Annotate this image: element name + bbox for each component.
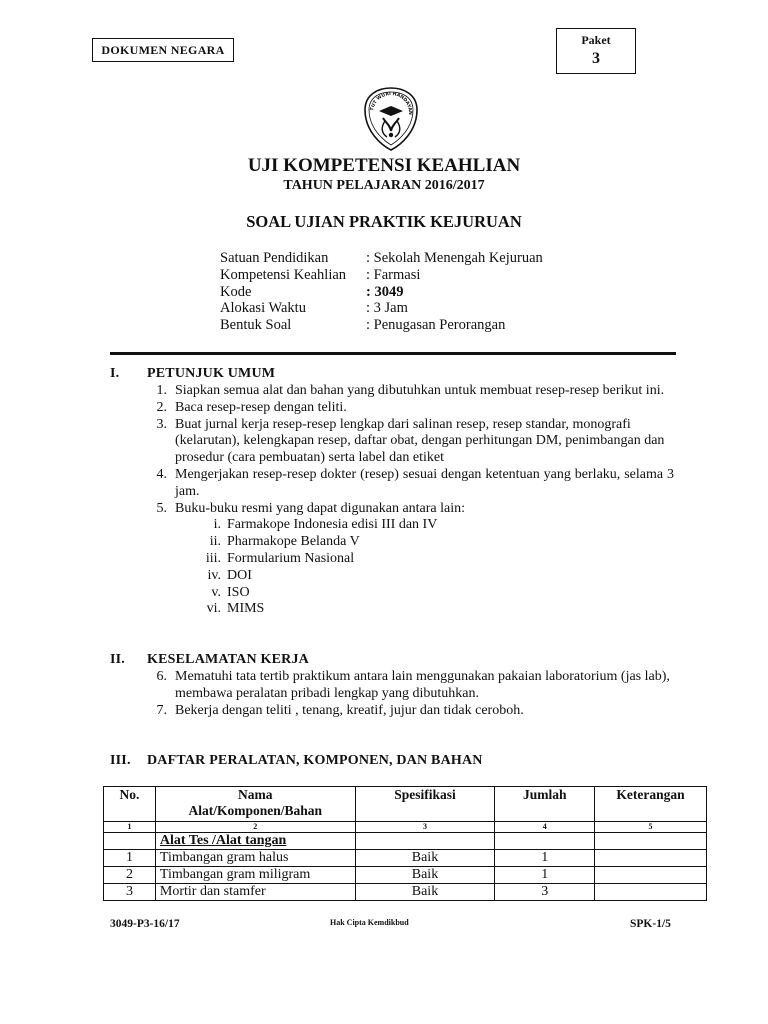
- header-name: [155, 787, 355, 822]
- book-item: [147, 601, 674, 618]
- table-row: [104, 867, 707, 884]
- divider: [110, 352, 676, 355]
- info-value: : Farmasi: [366, 266, 421, 283]
- list-item: [147, 501, 674, 518]
- book-item: [147, 534, 674, 551]
- section-number: I.: [110, 366, 120, 381]
- info-value-code: : 3049: [366, 283, 404, 300]
- column-number-row: [104, 822, 707, 833]
- header-name-line2: Alat/Komponen/Bahan: [188, 803, 323, 818]
- document-label: DOKUMEN NEGARA: [92, 38, 234, 62]
- info-row: [220, 300, 543, 317]
- item-number: 3.: [156, 416, 167, 432]
- section-heading: [110, 366, 410, 384]
- row-note: [595, 867, 707, 884]
- footer-copyright: Hak Cipta Kemdikbud: [330, 918, 409, 927]
- col-number: 5: [595, 822, 707, 833]
- list-item: [147, 467, 674, 501]
- equipment-table: [103, 786, 707, 901]
- item-number: 6.: [156, 669, 167, 684]
- info-key: Satuan Pendidikan: [220, 250, 329, 266]
- info-value: : 3 Jam: [366, 300, 408, 317]
- footer-page: SPK-1/5: [630, 918, 671, 930]
- exam-info: [220, 250, 543, 334]
- main-title: UJI KOMPETENSI KEAHLIAN: [247, 155, 521, 176]
- book-title: Farmakope Indonesia edisi III dan IV: [227, 517, 438, 533]
- col-number: 1: [104, 822, 156, 833]
- book-title: Formularium Nasional: [227, 550, 355, 566]
- row-name: Timbangan gram halus: [155, 850, 355, 867]
- info-key: Bentuk Soal: [220, 317, 292, 334]
- paket-number: 3: [592, 50, 600, 67]
- item-text: Bekerja dengan teliti , tenang, kreatif, jujur dan tidak ceroboh.: [175, 702, 524, 718]
- book-number: vi.: [206, 601, 221, 617]
- section-number: II.: [110, 652, 125, 667]
- row-name: Mortir dan stamfer: [155, 884, 355, 901]
- tut-wuri-handayani-logo: [357, 85, 425, 153]
- row-qty: 3: [495, 884, 595, 901]
- section-title: KESELAMATAN KERJA: [147, 652, 309, 667]
- row-no: 1: [104, 850, 156, 867]
- book-item: [147, 517, 674, 534]
- book-title: DOI: [227, 567, 252, 583]
- header-qty: Jumlah: [495, 787, 595, 822]
- list-item: [147, 417, 674, 467]
- row-spec: Baik: [355, 850, 495, 867]
- book-number: iv.: [207, 567, 221, 583]
- paket-label: Paket: [581, 33, 611, 47]
- col-number: 4: [495, 822, 595, 833]
- book-title: MIMS: [227, 601, 265, 617]
- group-row: [104, 833, 707, 850]
- info-row: [220, 267, 543, 284]
- academic-year: TAHUN PELAJARAN 2016/2017: [283, 178, 485, 193]
- row-qty: 1: [495, 867, 595, 884]
- info-row: [220, 250, 543, 267]
- safety-rules: [147, 669, 674, 719]
- item-text: Buku-buku resmi yang dapat digunakan antara lain:: [175, 500, 466, 516]
- info-key: Alokasi Waktu: [220, 300, 306, 317]
- paket-box: [556, 28, 636, 74]
- header-no: No.: [104, 787, 156, 822]
- col-number: 2: [155, 822, 355, 833]
- section-title: PETUNJUK UMUM: [147, 366, 276, 381]
- header-note: Keterangan: [595, 787, 707, 822]
- book-item: [147, 551, 674, 568]
- book-title: ISO: [227, 584, 250, 600]
- row-spec: Baik: [355, 884, 495, 901]
- footer-code: 3049-P3-16/17: [110, 918, 180, 930]
- logo-motto: TUT WURI HANDAYAN: [370, 91, 413, 115]
- group-label: Alat Tes /Alat tangan: [155, 833, 355, 850]
- info-value: : Sekolah Menengah Kejuruan: [366, 250, 543, 266]
- row-name: Timbangan gram miligram: [155, 867, 355, 884]
- row-note: [595, 850, 707, 867]
- item-text: Buat jurnal kerja resep-resep lengkap dari salinan resep, resep standar, monografi (kelarutan), kelengkapan resep, daftar obat, dengan perhitungan DM, penimbangan dan prosedur (cara pembuatan) serta label dan etiket: [175, 416, 665, 466]
- section-title: DAFTAR PERALATAN, KOMPONEN, DAN BAHAN: [147, 753, 483, 768]
- list-item: [147, 703, 674, 720]
- item-number: 4.: [156, 466, 167, 482]
- header-spec: Spesifikasi: [355, 787, 495, 822]
- item-text: Mematuhi tata tertib praktikum antara lain menggunakan pakaian laboratorium (jas lab), membawa peralatan pribadi lengkap yang dibutuhkan.: [175, 669, 670, 701]
- row-no: 2: [104, 867, 156, 884]
- list-item: [147, 383, 674, 400]
- row-qty: 1: [495, 850, 595, 867]
- section-heading: [110, 753, 630, 771]
- col-number: 3: [355, 822, 495, 833]
- info-value: : Penugasan Perorangan: [366, 317, 506, 334]
- item-text: Mengerjakan resep-resep dokter (resep) sesuai dengan ketentuan yang berlaku, selama 3 jam.: [175, 466, 674, 499]
- info-row: [220, 284, 543, 301]
- section-heading: [110, 652, 410, 670]
- book-number: v.: [211, 584, 221, 600]
- item-number: 1.: [156, 383, 167, 398]
- item-text: Baca resep-resep dengan teliti.: [175, 399, 347, 415]
- item-text: Siapkan semua alat dan bahan yang dibutuhkan untuk membuat resep-resep berikut ini.: [175, 383, 665, 398]
- header-name-line1: Nama: [238, 787, 273, 802]
- book-title: Pharmakope Belanda V: [227, 534, 360, 550]
- item-number: 5.: [156, 500, 167, 516]
- item-number: 7.: [156, 702, 167, 718]
- book-number: iii.: [205, 550, 221, 566]
- row-spec: Baik: [355, 867, 495, 884]
- book-number: i.: [213, 517, 221, 533]
- info-key: Kode: [220, 283, 252, 300]
- info-key: Kompetensi Keahlian: [220, 266, 347, 283]
- section-number: III.: [110, 753, 131, 768]
- list-item: [147, 669, 674, 703]
- book-item: [147, 585, 674, 602]
- book-item: [147, 568, 674, 585]
- table-row: [104, 884, 707, 901]
- row-no: 3: [104, 884, 156, 901]
- table-row: [104, 850, 707, 867]
- info-row: [220, 317, 543, 334]
- book-number: ii.: [209, 534, 221, 550]
- row-note: [595, 884, 707, 901]
- list-item: [147, 400, 674, 417]
- general-instructions: [147, 383, 674, 618]
- item-number: 2.: [156, 399, 167, 415]
- exam-title: SOAL UJIAN PRAKTIK KEJURUAN: [246, 212, 522, 231]
- table-header-row: [104, 787, 707, 822]
